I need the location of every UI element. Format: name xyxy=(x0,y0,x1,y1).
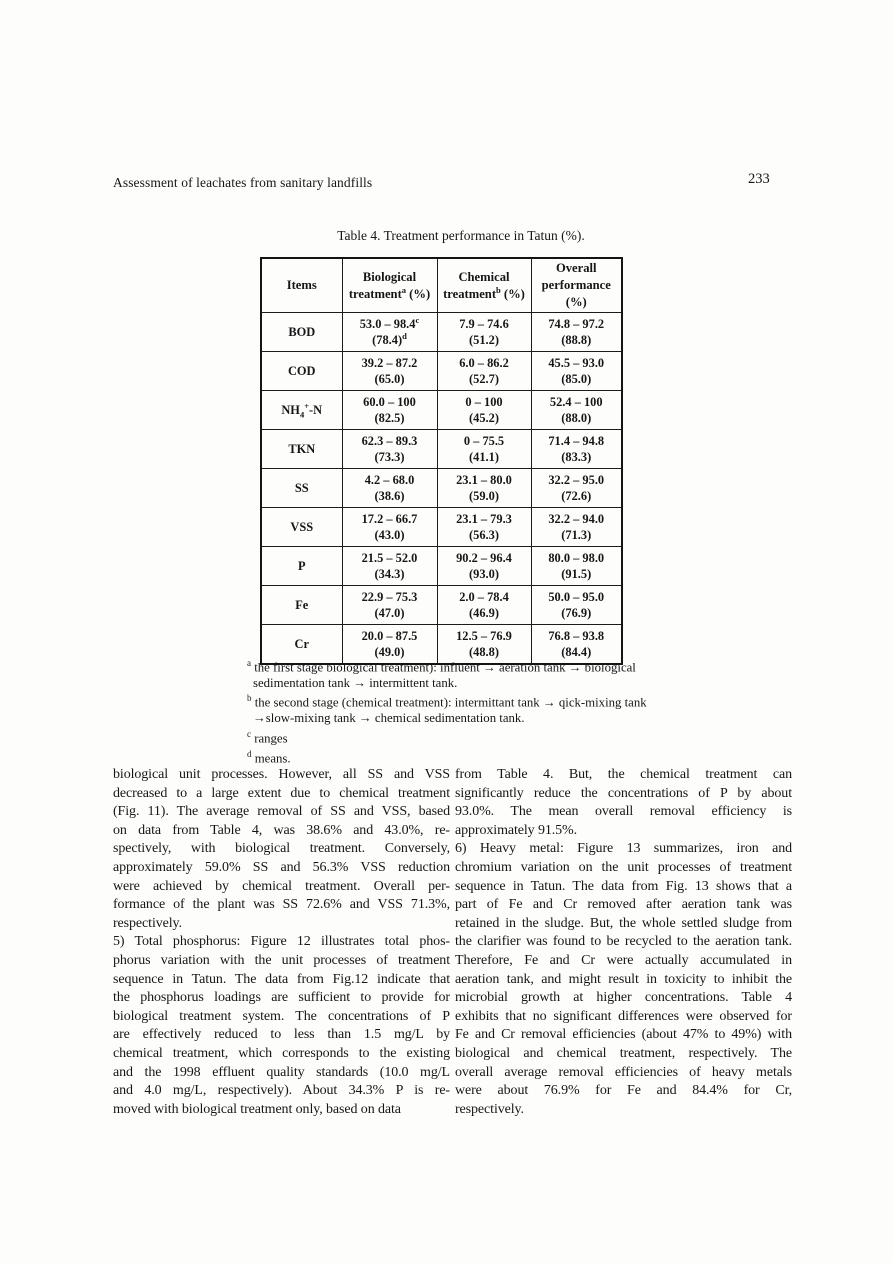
cell-mean: (88.8) xyxy=(561,333,592,347)
cell-range: 0 – 75.5 xyxy=(463,433,505,448)
cell-range: 20.0 – 87.5 xyxy=(361,628,418,643)
text-line: and the 1998 effluent quality standards (10.0 mg/L xyxy=(113,1064,450,1080)
row-item-label: Cr xyxy=(261,625,342,665)
data-cell xyxy=(342,469,437,508)
cell-range: 76.8 – 93.8 xyxy=(548,628,605,643)
data-cell xyxy=(342,586,437,625)
data-cell xyxy=(342,352,437,391)
cell-mean: (47.0) xyxy=(374,606,405,620)
column-header-line: Biological xyxy=(362,269,417,284)
text-line: formance of the plant was SS 72.6% and VSS 71.3%, xyxy=(113,897,450,913)
cell-range: 39.2 – 87.2 xyxy=(361,355,418,370)
text-line: phorus variation with the unit processes of treatment xyxy=(113,952,450,968)
cell-range: 52.4 – 100 xyxy=(549,394,603,409)
text-line: biological treatment system. The concentrations of P xyxy=(113,1008,450,1024)
text-line: microbial growth at higher concentrations. Table 4 xyxy=(455,990,792,1006)
row-item-label: SS xyxy=(261,469,342,508)
data-cell xyxy=(342,313,437,352)
data-cell xyxy=(437,391,531,430)
table-body xyxy=(261,313,622,665)
data-cell xyxy=(342,547,437,586)
text-line: retained in the sludge. But, the whole settled sludge from xyxy=(455,915,792,931)
text-line: significantly reduce the concentrations of P by about xyxy=(455,785,792,801)
body-column-left xyxy=(113,766,450,1119)
item-subscript: 4 xyxy=(299,409,305,420)
cell-range: 32.2 – 95.0 xyxy=(548,472,605,487)
table-row xyxy=(261,352,622,391)
cell-mean: (43.0) xyxy=(374,528,405,542)
cell-range: 17.2 – 66.7 xyxy=(361,511,418,526)
treatment-performance-table xyxy=(260,257,623,665)
column-header xyxy=(342,258,437,313)
cell-mean: (48.8) xyxy=(469,645,499,659)
column-header-line: Overall xyxy=(555,261,597,275)
cell-range: 60.0 – 100 xyxy=(363,394,416,409)
cell-range: 80.0 – 98.0 xyxy=(548,550,605,565)
cell-mean: $(78.4)^d$ xyxy=(372,330,407,347)
text-line: decreased to a large extent due to chemical treatment xyxy=(113,785,450,801)
column-header-line: performance (%) xyxy=(541,278,611,309)
data-cell xyxy=(531,430,622,469)
column-header-line: treatment$^a$ (%) xyxy=(348,284,431,301)
data-cell xyxy=(437,313,531,352)
footnote-letter: d xyxy=(247,748,252,759)
text-line: 93.0%. The mean overall removal efficiency is xyxy=(455,804,792,820)
table-row xyxy=(261,430,622,469)
data-cell xyxy=(531,508,622,547)
cell-mean: (93.0) xyxy=(469,567,499,581)
table-row xyxy=(261,313,622,352)
column-header xyxy=(531,258,622,313)
text-line: moved with biological treatment only, based on data xyxy=(113,1101,401,1117)
running-head-title: Assessment of leachates from sanitary landfills xyxy=(113,175,373,190)
text-line: spectively, with biological treatment. Conversely, xyxy=(113,841,450,857)
footnote-line: $^c$ ranges xyxy=(247,728,288,746)
data-cell xyxy=(437,430,531,469)
table-footnotes xyxy=(247,656,679,767)
footnote-letter: a xyxy=(247,658,251,668)
text-line: approximately 59.0% SS and 56.3% VSS reduction xyxy=(113,859,450,875)
cell-range: 12.5 – 76.9 xyxy=(456,628,512,643)
cell-mean: (73.3) xyxy=(374,450,405,464)
data-cell xyxy=(342,430,437,469)
text-line: Therefore, Fe and Cr were actually accumulated in xyxy=(455,952,792,968)
cell-mean: (91.5) xyxy=(561,567,592,581)
table-row xyxy=(261,547,622,586)
column-header-line: Chemical xyxy=(458,269,510,284)
cell-mean: (49.0) xyxy=(374,645,405,659)
footnote-marker: a xyxy=(401,284,407,295)
row-item-label: VSS xyxy=(261,508,342,547)
row-item-label: P xyxy=(261,547,342,586)
text-line: (Fig. 11). The average removal of SS and VSS, based xyxy=(113,804,450,820)
text-line: part of Fe and Cr removed after aeration tank was xyxy=(455,897,792,913)
text-line: overall average removal efficiencies of heavy metals xyxy=(455,1064,792,1080)
text-line: were about 76.9% for Fe and 84.4% for Cr, xyxy=(455,1083,792,1099)
cell-mean: (83.3) xyxy=(561,450,592,464)
data-cell xyxy=(437,586,531,625)
table-row xyxy=(261,586,622,625)
footnote-line: sedimentation tank → intermittent tank. xyxy=(253,675,458,690)
data-cell xyxy=(342,391,437,430)
column-header xyxy=(437,258,531,313)
cell-range: 21.5 – 52.0 xyxy=(361,550,418,565)
data-cell xyxy=(531,586,622,625)
data-cell xyxy=(531,313,622,352)
footnote-letter: b xyxy=(247,693,252,704)
cell-mean: (56.3) xyxy=(469,528,499,542)
text-line: the clarifier was found to be recycled to the aeration tank. xyxy=(455,934,792,950)
row-item-label: COD xyxy=(261,352,342,391)
cell-range: 23.1 – 79.3 xyxy=(456,511,512,526)
cell-range: 4.2 – 68.0 xyxy=(364,472,415,487)
cell-mean: (76.9) xyxy=(561,606,592,620)
cell-range: 7.9 – 74.6 xyxy=(459,316,509,331)
column-header-line: treatment$^b$ (%) xyxy=(443,284,525,301)
text-line: approximately 91.5%. xyxy=(455,822,578,838)
table-row xyxy=(261,508,622,547)
footnote-letter: c xyxy=(247,728,251,739)
text-line: and 4.0 mg/L, respectively). About 34.3% P is re- xyxy=(113,1083,450,1099)
table-caption: Table 4. Treatment performance in Tatun (%). xyxy=(337,228,585,243)
data-cell xyxy=(531,352,622,391)
column-header xyxy=(261,258,342,313)
cell-range: 71.4 – 94.8 xyxy=(548,433,605,448)
cell-mean: (41.1) xyxy=(469,450,499,464)
table-header xyxy=(261,258,622,313)
text-line: the phosphorus loadings are sufficient to provide for xyxy=(113,990,450,1006)
data-cell xyxy=(437,547,531,586)
table-row xyxy=(261,391,622,430)
row-item-label: BOD xyxy=(261,313,342,352)
cell-mean: (72.6) xyxy=(561,489,592,503)
table-row xyxy=(261,469,622,508)
cell-range: 90.2 – 96.4 xyxy=(456,550,512,565)
data-cell xyxy=(437,469,531,508)
cell-range: 22.9 – 75.3 xyxy=(361,589,418,604)
footnote-line: $^a$ the first stage biological treatment): influent → aeration tank → biological xyxy=(247,658,636,675)
row-item-label: Fe xyxy=(261,586,342,625)
text-line: are effectively reduced to less than 1.5 mg/L by xyxy=(113,1027,450,1043)
footnote-line: $^b$ the second stage (chemical treatment): intermittant tank → qick-mixing tank xyxy=(247,693,647,710)
text-line: biological unit processes. However, all SS and VSS xyxy=(113,767,450,782)
text-line: aeration tank, and might result in toxicity to inhibit the xyxy=(455,971,792,987)
cell-range: 53.0 – 98.4$^c$ xyxy=(359,314,420,331)
text-line: sequence in Tatun. The data from Fig.12 indicate that xyxy=(113,971,450,987)
cell-range: 45.5 – 93.0 xyxy=(548,355,605,370)
cell-mean: (46.9) xyxy=(469,606,499,620)
text-line: chromium variation on the unit processes of treatment xyxy=(455,859,792,875)
text-line: respectively. xyxy=(455,1101,524,1117)
text-line: on data from Table 4, was 38.6% and 43.0%, re- xyxy=(113,822,450,838)
cell-range: 6.0 – 86.2 xyxy=(459,355,509,370)
cell-mean: (82.5) xyxy=(374,411,405,425)
cell-mean: (52.7) xyxy=(469,372,499,386)
cell-range: 74.8 – 97.2 xyxy=(548,316,605,331)
data-cell xyxy=(437,508,531,547)
text-line: were achieved by chemical treatment. Overall per- xyxy=(113,878,450,894)
data-cell xyxy=(531,547,622,586)
cell-mean: (45.2) xyxy=(469,411,499,425)
cell-range: 2.0 – 78.4 xyxy=(459,589,509,604)
footnote-marker: d xyxy=(402,330,407,341)
cell-mean: (65.0) xyxy=(374,372,405,386)
cell-range: 0 – 100 xyxy=(465,394,503,409)
text-line: 6) Heavy metal: Figure 13 summarizes, iron and xyxy=(455,841,792,857)
text-line: biological and chemical treatment, respectively. The xyxy=(455,1045,792,1061)
cell-mean: (34.3) xyxy=(374,567,405,581)
cell-mean: (84.4) xyxy=(561,645,592,659)
row-item-label: $NH_4^+-N$ xyxy=(261,391,342,430)
text-line: Fe and Cr removal efficiencies (about 47% to 49%) with xyxy=(455,1027,792,1043)
footnote-marker: c xyxy=(415,314,420,325)
cell-mean: (59.0) xyxy=(469,489,499,503)
cell-mean: (85.0) xyxy=(561,372,592,386)
text-line: chemical treatment, which corresponds to the existing xyxy=(113,1045,450,1061)
text-line: from Table 4. But, the chemical treatment can xyxy=(455,767,792,782)
header-row xyxy=(261,258,622,313)
page-number: 233 xyxy=(748,171,770,187)
text-line: sequence in Tatun. The data from Fig. 13 shows that a xyxy=(455,878,792,894)
footnote-line: →slow-mixing tank → chemical sedimentation tank. xyxy=(253,711,525,726)
item-superscript: + xyxy=(304,400,310,411)
cell-mean: (51.2) xyxy=(469,333,499,347)
cell-range: 50.0 – 95.0 xyxy=(548,589,605,604)
footnote-marker: b xyxy=(496,284,501,295)
text-line: 5) Total phosphorus: Figure 12 illustrates total phos- xyxy=(113,934,450,950)
text-line: respectively. xyxy=(113,915,182,931)
cell-range: 62.3 – 89.3 xyxy=(361,433,418,448)
text-line: exhibits that no significant differences were observed for xyxy=(455,1008,792,1024)
row-item-label: TKN xyxy=(261,430,342,469)
footnote-line: $^d$ means. xyxy=(247,748,291,766)
data-cell xyxy=(342,508,437,547)
cell-mean: (71.3) xyxy=(561,528,592,542)
body-column-right xyxy=(455,766,792,1119)
data-cell xyxy=(531,469,622,508)
data-cell xyxy=(437,352,531,391)
data-cell xyxy=(531,391,622,430)
cell-mean: (38.6) xyxy=(374,489,405,503)
cell-range: 23.1 – 80.0 xyxy=(456,472,512,487)
column-header-line: Items xyxy=(286,278,317,292)
cell-mean: (88.0) xyxy=(561,411,592,425)
cell-range: 32.2 – 94.0 xyxy=(548,511,605,526)
